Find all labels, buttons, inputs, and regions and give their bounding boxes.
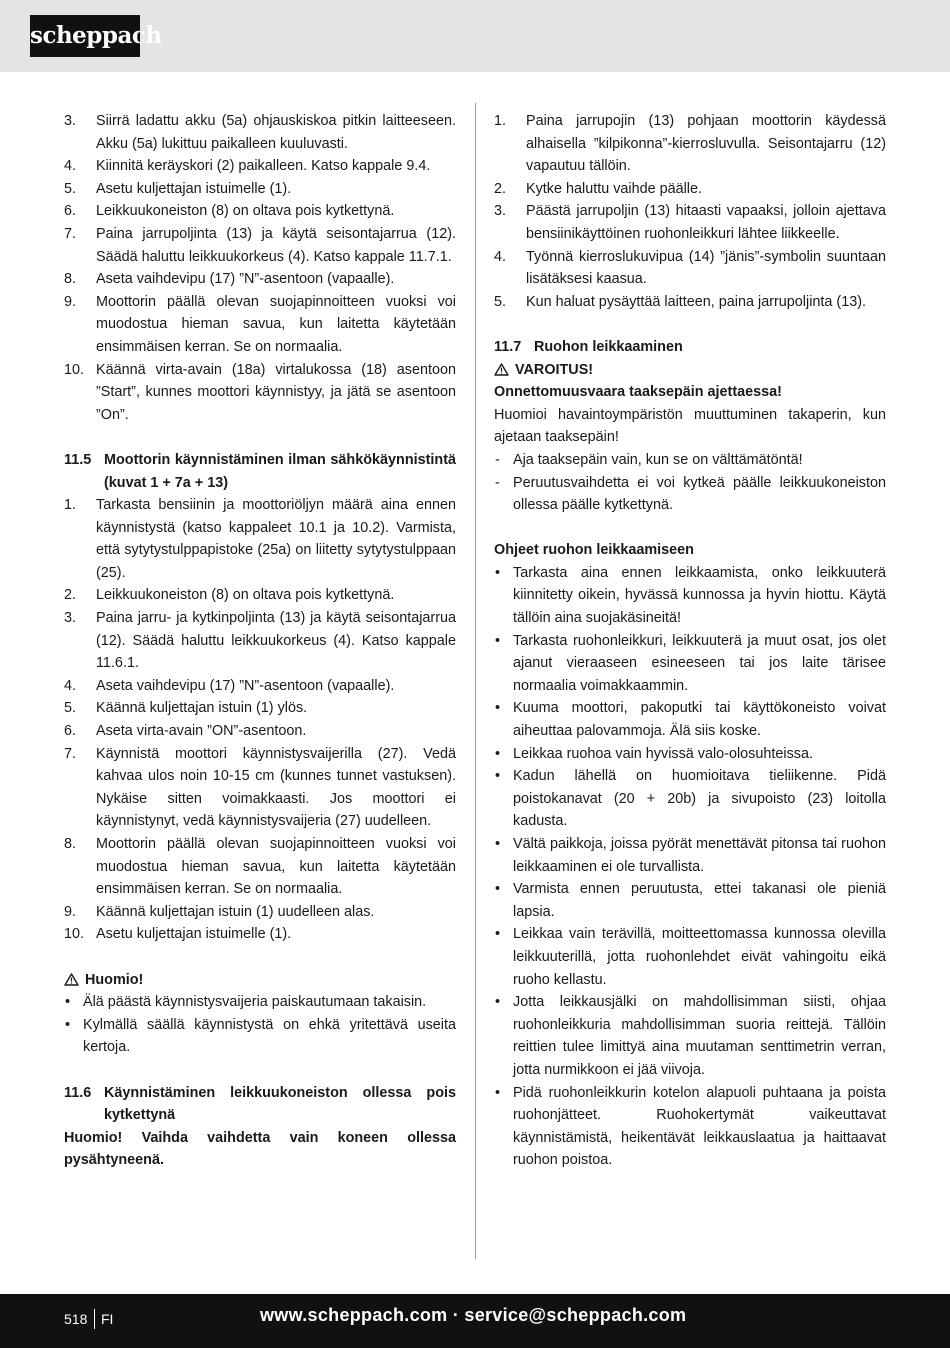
language-code: FI <box>101 1311 114 1327</box>
steps-list-c <box>494 110 886 313</box>
list-item: 7. Käynnistä moottori käynnistysvaijerilla (27). Vedä kahvaa ulos noin 10-15 cm (kunnes tunnet vastuksen). Nykäise sitten voimakkaasti. Jos moottori ei käynnistynyt, vedä käynnistysvaijeria (27) uudelleen. <box>64 745 456 830</box>
list-item: • Jotta leikkausjälki on mahdollisimman siisti, ohjaa ruohonleikkuria mahdollisimman suoria reittejä. Tällöin reittien tulee limittyä aina muutaman senttimetrin verran, jotta nurmikkoon ei jää viivoja. <box>495 994 886 1078</box>
list-item: • Kuuma moottori, pakoputki tai käyttökoneisto voivat aiheuttaa palovammoja. Älä siis koske. <box>495 700 886 740</box>
list-item: 8. Moottorin päällä olevan suojapinnoitteen vuoksi voi muodostua hieman savua, kun laitetta käytetään ensimmäisen kerran. Se on normaalia. <box>64 836 456 898</box>
section-heading-11-6: 11.6 Käynnistäminen leikkuukoneiston ollessa pois kytkettynä <box>64 1084 456 1124</box>
note-heading <box>64 969 456 992</box>
steps-list-a <box>64 110 456 426</box>
list-item: 2. Leikkuukoneiston (8) on oltava pois kytkettynä. <box>64 587 395 604</box>
dash-list <box>494 449 886 517</box>
section-heading-11-5: 11.5 Moottorin käynnistäminen ilman sähkökäynnistintä (kuvat 1 + 7a + 13) <box>64 451 456 491</box>
page-footer <box>0 1294 950 1348</box>
list-item: 3. Päästä jarrupoljin (13) hitaasti vapaaksi, jolloin ajettava bensiinikäyttöinen ruohonleikkuri lähtee liikkeelle. <box>494 203 886 242</box>
list-item: 6. Aseta virta-avain ”ON”-asentoon. <box>64 723 307 740</box>
warning-triangle-icon <box>64 973 79 986</box>
column-divider <box>475 103 476 1259</box>
page-number: 518 <box>64 1311 88 1327</box>
list-item: 5. Kun haluat pysäyttää laitteen, paina jarrupoljinta (13). <box>494 293 866 310</box>
list-item: 9. Moottorin päällä olevan suojapinnoitteen vuoksi voi muodostua hieman savua, kun laitetta käytetään ensimmäisen kerran. Se on normaalia. <box>64 293 456 355</box>
scheppach-logo: scheppach <box>30 15 140 57</box>
warning-label: VAROITUS! <box>515 361 594 378</box>
list-item: 10. Asetu kuljettajan istuimelle (1). <box>64 926 292 943</box>
list-item: 4. Aseta vaihdevipu (17) ”N”-asentoon (vapaalle). <box>64 677 395 694</box>
warning-subtitle: Onnettomuusvaara taaksepäin ajettaessa! <box>494 384 782 401</box>
list-item: 3. Siirrä ladattu akku (5a) ohjauskiskoa pitkin laitteeseen. Akku (5a) lukittuu paikalleen kuuluvasti. <box>64 113 456 152</box>
list-item: • Leikkaa vain terävillä, moitteettomassa kunnossa olevilla leikkuuterillä, jotta ruohonlehdet eivät vahingoitu eikä ruoho kellastu. <box>495 926 886 988</box>
section-11-6-note: Huomio! Vaihda vaihdetta vain koneen ollessa pysähtyneenä. <box>64 1129 456 1169</box>
note-list <box>64 991 456 1059</box>
list-item: • Kylmällä säällä käynnistystä on ehkä yritettävä useita kertoja. <box>65 1016 456 1056</box>
note-title: Huomio! <box>85 971 144 988</box>
list-item: • Pidä ruohonleikkurin kotelon alapuoli puhtaana ja poista ruohonjätteet. Ruohokertymät vaikeuttavat käynnistämistä, heikentävät leikkauslaatua ja haittaavat ruohon poistoa. <box>495 1084 886 1169</box>
list-item: 6. Leikkuukoneiston (8) on oltava pois kytkettynä. <box>64 203 395 220</box>
instructions-list <box>494 562 886 1172</box>
list-item: 9. Käännä kuljettajan istuin (1) uudelleen alas. <box>64 903 375 920</box>
list-item: 4. Työnnä kierroslukuvipua (14) ”jänis”-symbolin suuntaan lisätäksesi kaasua. <box>494 248 886 288</box>
page-header <box>0 0 950 72</box>
section-heading-11-7: 11.7 Ruohon leikkaaminen <box>494 338 683 355</box>
list-item: 1. Tarkasta bensiinin ja moottoriöljyn määrä aina ennen käynnistystä (katso kappaleet 10.1 ja 10.2). Varmista, että sytytystulppapistoke (25a) on liitetty sytytystulppaan (25). <box>64 497 456 581</box>
instructions-title: Ohjeet ruohon leikkaamiseen <box>494 542 694 559</box>
list-item: 7. Paina jarrupoljinta (13) ja käytä seisontajarrua (12). Säädä haluttu leikkuukorkeus (4). Katso kappale 11.7.1. <box>64 225 456 265</box>
website-contact: www.scheppach.com · service@scheppach.com <box>260 1305 687 1325</box>
list-item: • Tarkasta aina ennen leikkaamista, onko leikkuuterä kiinnitetty oikein, hyvässä kunnossa ja hyvin hiottu. Käytä tällöin aina suojakäsineitä! <box>495 564 886 627</box>
list-item: • Vältä paikkoja, joissa pyörät menettävät pitonsa tai ruohon leikkaaminen ei ole turvallista. <box>495 836 886 875</box>
warning-triangle-icon <box>494 363 509 376</box>
list-item: 8. Aseta vaihdevipu (17) ”N”-asentoon (vapaalle). <box>64 271 395 288</box>
list-item: 4. Kiinnitä keräyskori (2) paikalleen. Katso kappale 9.4. <box>64 158 431 175</box>
list-item: • Leikkaa ruohoa vain hyvissä valo-olosuhteissa. <box>495 745 813 762</box>
list-item: 2. Kytke haluttu vaihde päälle. <box>494 180 703 197</box>
warning-heading <box>494 359 886 382</box>
left-column <box>64 110 456 1172</box>
list-item: • Kadun lähellä on huomioitava tieliikenne. Pidä poistokanavat (20 + 20b) ja sivupoisto (23) loitolla kadusta. <box>495 768 886 830</box>
warning-text: Huomioi havaintoympäristön muuttuminen takaperin, kun ajetaan taaksepäin! <box>494 406 886 446</box>
list-item: - Peruutusvaihdetta ei voi kytkeä päälle leikkuukoneiston ollessa päälle kytkettynä. <box>495 474 886 514</box>
right-column <box>494 110 886 1172</box>
list-item: • Varmista ennen peruutusta, ettei takanasi ole pieniä lapsia. <box>495 881 886 920</box>
list-item: - Aja taaksepäin vain, kun se on välttämätöntä! <box>495 451 803 468</box>
list-item: 5. Asetu kuljettajan istuimelle (1). <box>64 180 292 197</box>
list-item: 10. Käännä virta-avain (18a) virtalukossa (18) asentoon ”Start”, kunnes moottori käynnistyy, ja jätä se asentoon ”On”. <box>64 361 456 423</box>
list-item: • Älä päästä käynnistysvaijeria paiskautumaan takaisin. <box>65 994 427 1011</box>
list-item: 1. Paina jarrupojin (13) pohjaan moottorin käydessä alhaisella ”kilpikonna”-kierrosluvulla. Seisontajarru (12) vapautuu tällöin. <box>494 113 886 175</box>
list-item: 3. Paina jarru- ja kytkinpoljinta (13) ja käytä seisontajarrua (12). Säädä haluttu leikkuukorkeus (4). Katso kappale 11.6.1. <box>64 610 456 672</box>
list-item: • Tarkasta ruohonleikkuri, leikkuuterä ja muut osat, jos olet ajanut vieraaseen esineeseen tai jos laite tärisee normaalia voimakkaammin. <box>495 632 886 694</box>
steps-list-b <box>64 494 456 946</box>
list-item: 5. Käännä kuljettajan istuin (1) ylös. <box>64 700 308 717</box>
footer-separator <box>94 1309 95 1329</box>
